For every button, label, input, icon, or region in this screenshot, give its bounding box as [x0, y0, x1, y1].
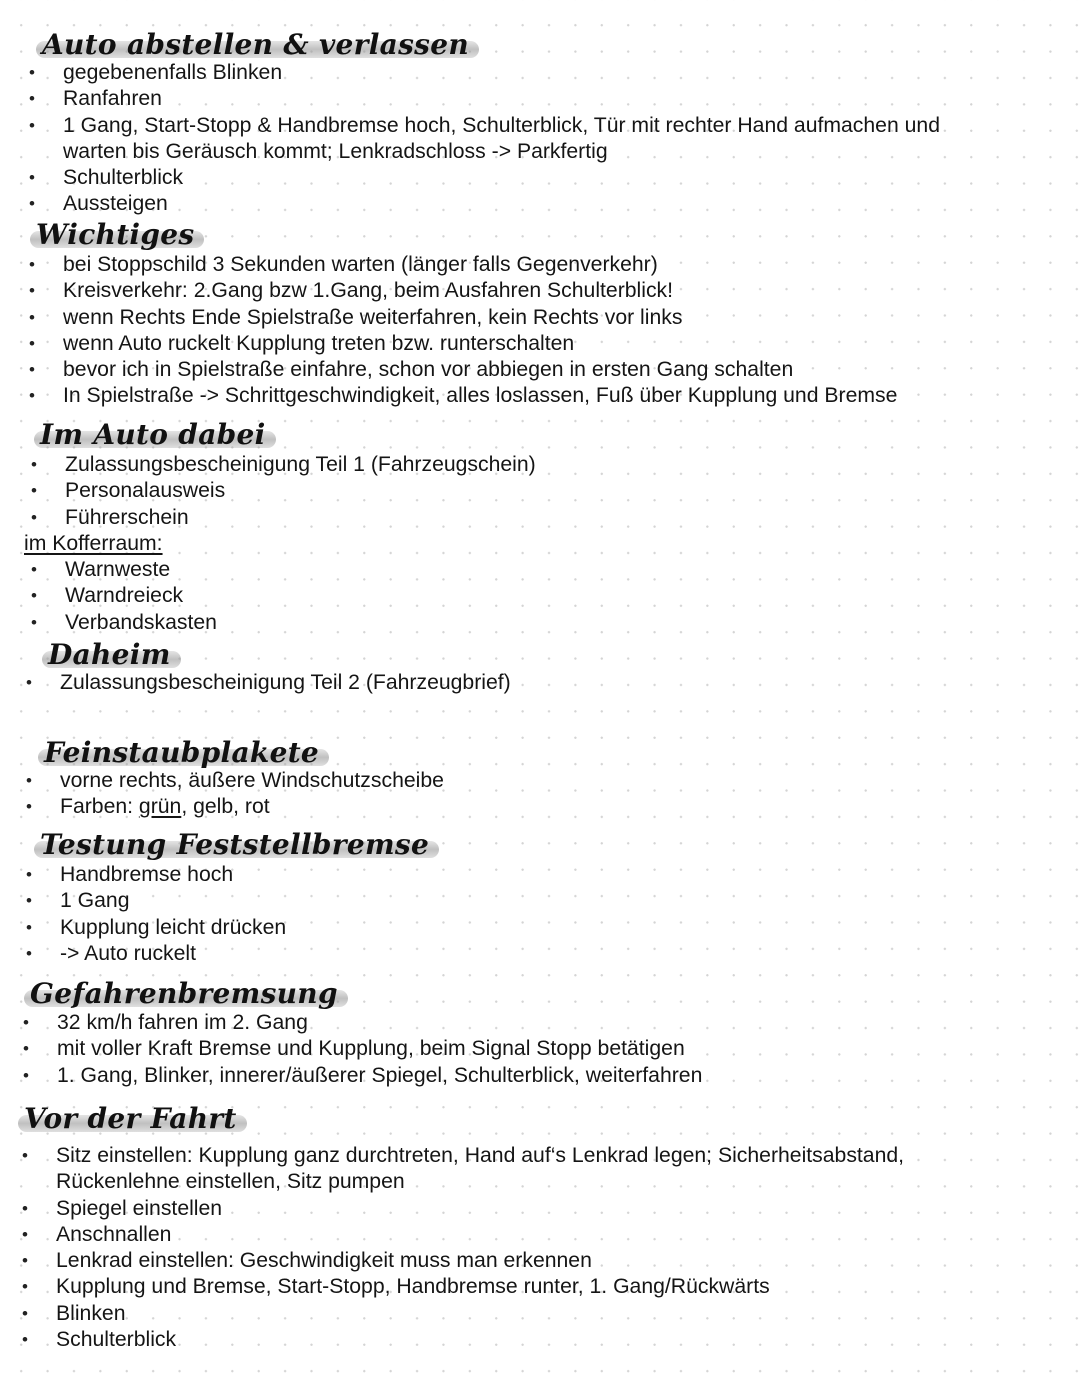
list-item: • wenn Auto ruckelt Kupplung treten bzw. runterschalten [63, 331, 1060, 357]
list-item: • Kupplung und Bremse, Start-Stopp, Handbremse runter, 1. Gang/Rückwärts [56, 1274, 1060, 1300]
list-item-continuation: Rückenlehne einstellen, Sitz pumpen [56, 1170, 405, 1194]
bullet-list [63, 252, 1060, 410]
section-vor-der-fahrt [0, 1102, 1060, 1353]
section-heading: Feinstaubplakete [44, 736, 320, 769]
bullet-list [60, 768, 1060, 821]
list-item: • Zulassungsbescheinigung Teil 1 (Fahrzeugschein) [65, 452, 1060, 478]
list-item: • Schulterblick [56, 1327, 1060, 1353]
section-heading: Daheim [48, 638, 171, 671]
bullet-list [56, 1143, 1060, 1353]
trunk-label: im Kofferraum: [24, 531, 163, 555]
list-item: • Blinken [56, 1301, 1060, 1327]
list-item: • Lenkrad einstellen: Geschwindigkeit muss man erkennen [56, 1248, 1060, 1274]
list-item-colors [60, 794, 1060, 820]
section-feinstaubplakete [0, 736, 1060, 821]
list-item: • Kreisverkehr: 2.Gang bzw 1.Gang, beim Ausfahren Schulterblick! [63, 278, 1060, 304]
list-item: • mit voller Kraft Bremse und Kupplung, beim Signal Stopp betätigen [57, 1036, 1060, 1062]
section-testung-feststellbremse [0, 828, 1060, 967]
bullet-list [57, 1010, 1060, 1089]
list-item: • -> Auto ruckelt [60, 941, 1060, 967]
list-item: • Ranfahren [63, 86, 1060, 112]
section-daheim [0, 638, 1060, 696]
list-item: • 1. Gang, Blinker, innerer/äußerer Spiegel, Schulterblick, weiterfahren [57, 1063, 1060, 1089]
list-item: • Warndreieck [65, 583, 1060, 609]
list-item-continuation: warten bis Geräusch kommt; Lenkradschloss -> Parkfertig [63, 139, 608, 163]
list-item: • Führerschein [65, 505, 1060, 531]
list-item: • Zulassungsbescheinigung Teil 2 (Fahrzeugbrief) [60, 670, 1060, 696]
list-item: • Anschnallen [56, 1222, 1060, 1248]
list-item: • In Spielstraße -> Schrittgeschwindigkeit, alles loslassen, Fuß über Kupplung und Bremse [63, 383, 1060, 409]
bullet-list [63, 60, 1060, 218]
section-heading: Auto abstellen & verlassen [42, 28, 470, 61]
list-item: • Spiegel einstellen [56, 1196, 1060, 1222]
list-item: • wenn Rechts Ende Spielstraße weiterfahren, kein Rechts vor links [63, 305, 1060, 331]
trunk-list [65, 557, 1060, 636]
colors-prefix: Farben: [60, 795, 139, 819]
bullet-list [60, 670, 1060, 696]
section-heading: Testung Feststellbremse [40, 828, 430, 861]
section-auto-abstellen [0, 28, 1060, 218]
bullet-list [65, 452, 1060, 531]
list-item: • Kupplung leicht drücken [60, 915, 1060, 941]
list-item: • 32 km/h fahren im 2. Gang [57, 1010, 1060, 1036]
colors-green-underlined: grün [138, 795, 182, 819]
list-item: • vorne rechts, äußere Windschutzscheibe [60, 768, 1060, 794]
section-gefahrenbremsung [0, 977, 1060, 1089]
list-item: • 1 Gang, Start-Stopp & Handbremse hoch, Schulterblick, Tür mit rechter Hand aufmachen und [63, 113, 1060, 139]
list-item: • Verbandskasten [65, 610, 1060, 636]
list-item: • bei Stoppschild 3 Sekunden warten (länger falls Gegenverkehr) [63, 252, 1060, 278]
section-heading: Gefahrenbremsung [30, 977, 338, 1010]
list-item: • Schulterblick [63, 165, 1060, 191]
section-heading: Im Auto dabei [40, 418, 266, 451]
section-heading: Vor der Fahrt [24, 1102, 237, 1135]
list-item: • 1 Gang [60, 888, 1060, 914]
list-item: • bevor ich in Spielstraße einfahre, schon vor abbiegen in ersten Gang schalten [63, 357, 1060, 383]
list-item: • Personalausweis [65, 478, 1060, 504]
list-item: • Sitz einstellen: Kupplung ganz durchtreten, Hand auf‘s Lenkrad legen; Sicherheitsabstand, [56, 1143, 1060, 1169]
list-item: • Warnweste [65, 557, 1060, 583]
bullet-list [60, 862, 1060, 967]
section-im-auto-dabei [0, 418, 1060, 636]
list-item: • Aussteigen [63, 191, 1060, 217]
colors-rest: , gelb, rot [181, 795, 270, 819]
list-item: • gegebenenfalls Blinken [63, 60, 1060, 86]
section-heading: Wichtiges [36, 218, 195, 251]
section-wichtiges [0, 218, 1060, 410]
list-item: • Handbremse hoch [60, 862, 1060, 888]
